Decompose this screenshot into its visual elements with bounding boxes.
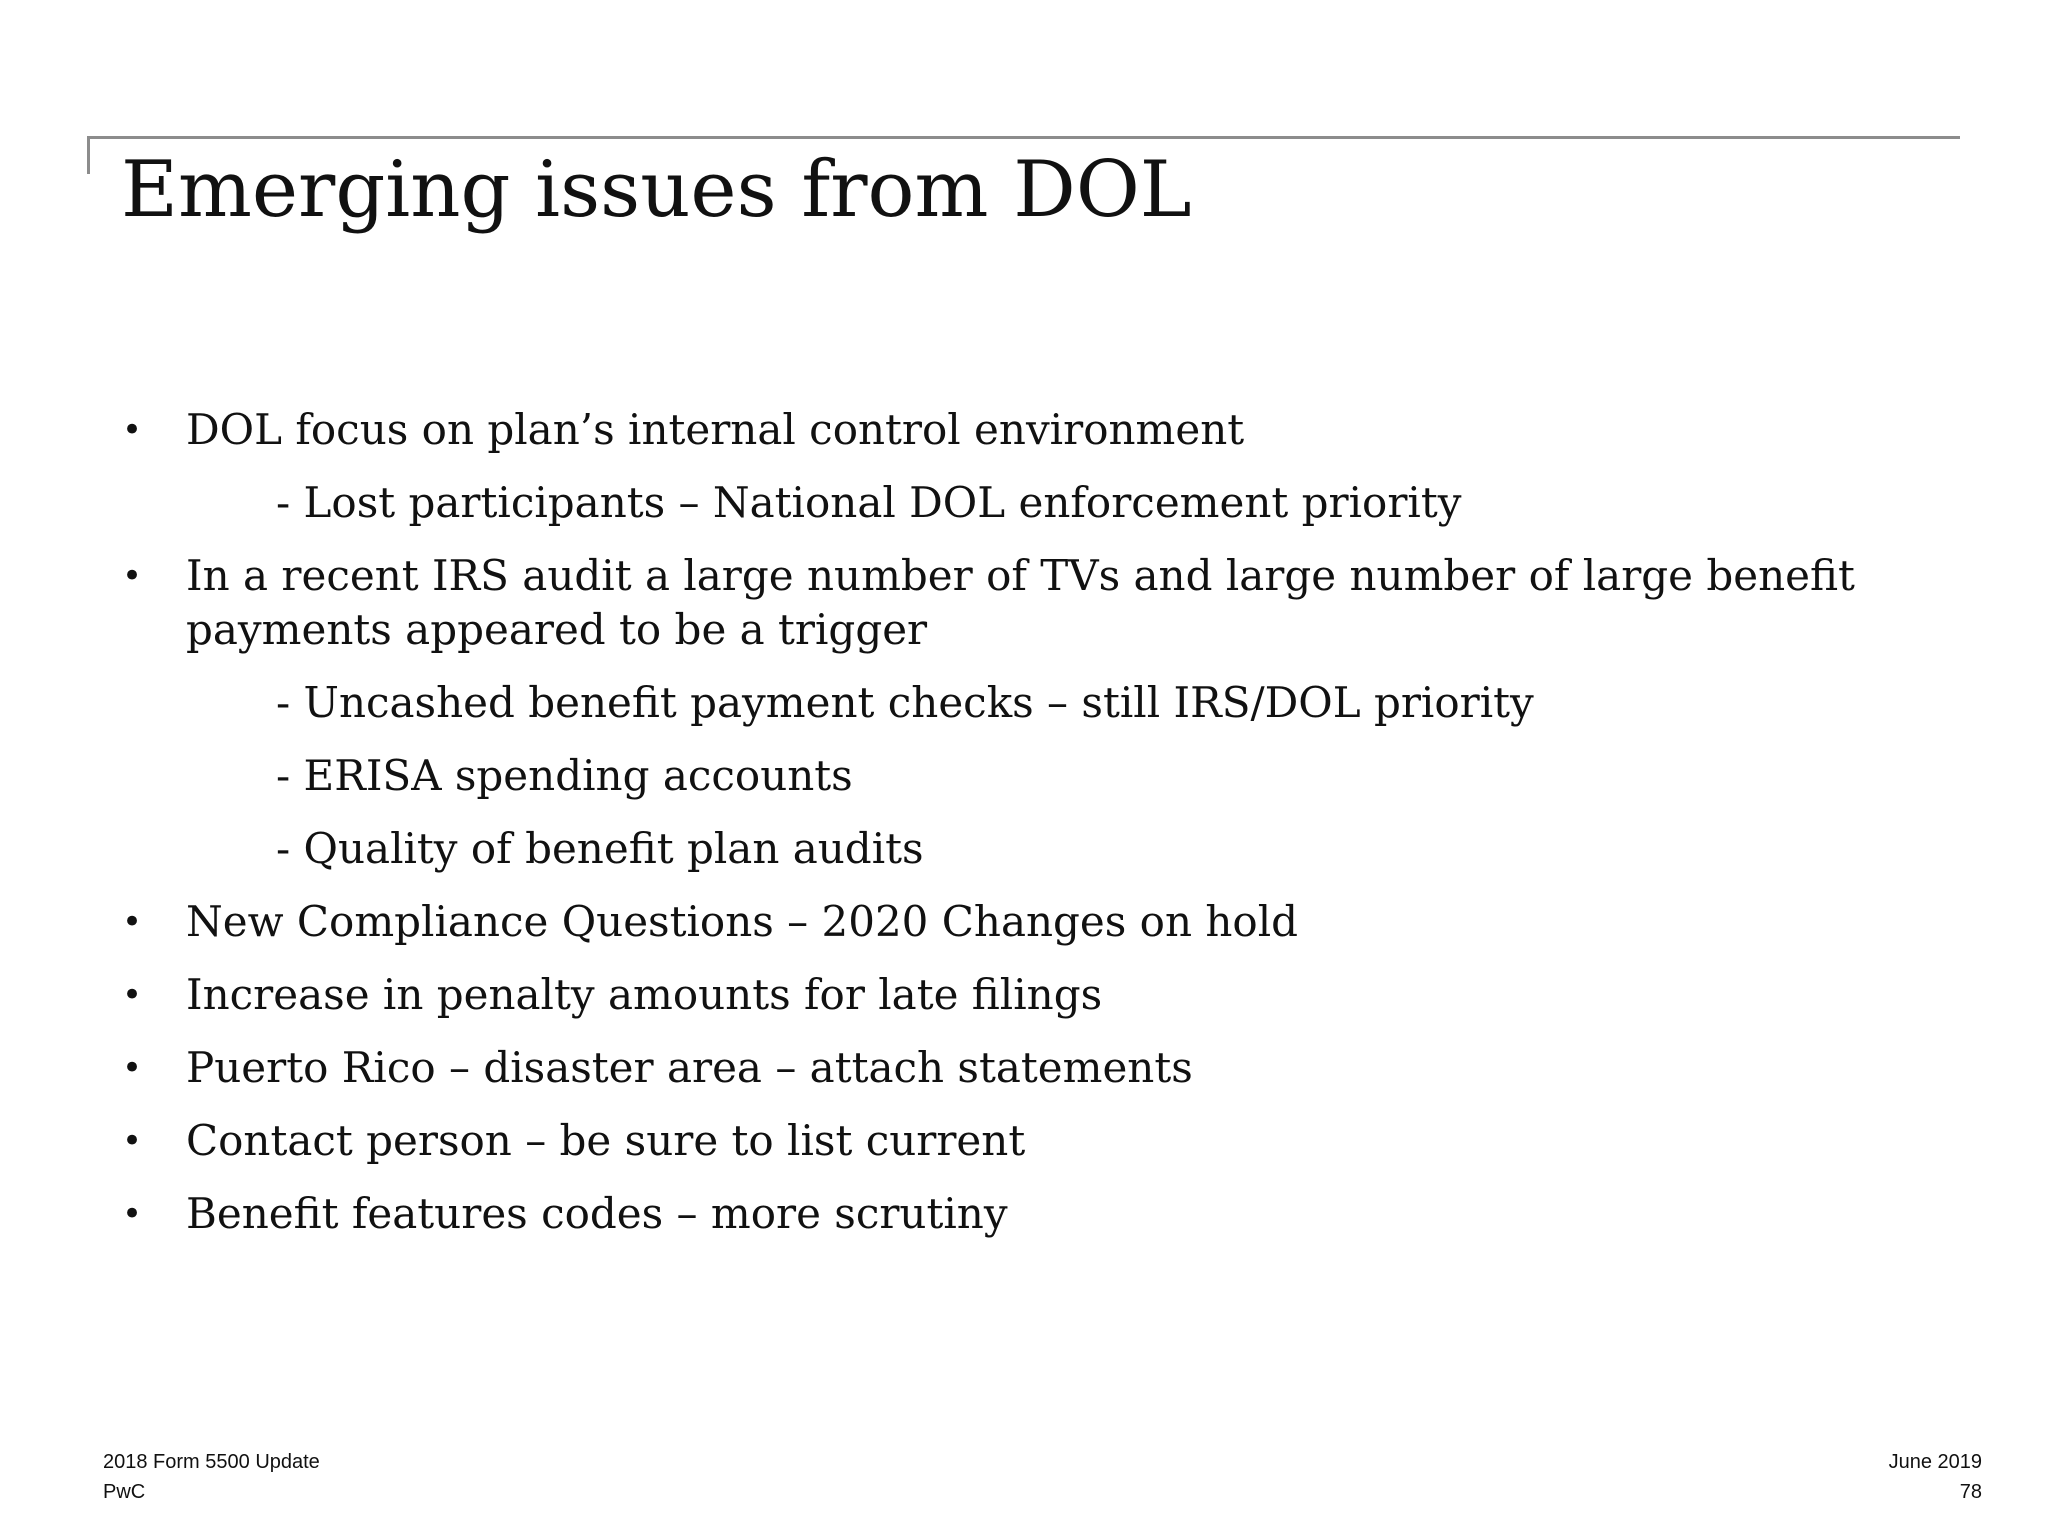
bullet-item: New Compliance Questions – 2020 Changes on hold	[186, 897, 1299, 946]
bullet-marker: •	[122, 556, 143, 596]
bullet-marker: •	[122, 902, 143, 942]
bullet-item: DOL focus on plan’s internal control environment	[186, 405, 1245, 454]
bullet-marker: •	[122, 975, 143, 1015]
bullet-item-continuation: payments appeared to be a trigger	[186, 605, 928, 654]
bullet-item: Puerto Rico – disaster area – attach statements	[186, 1043, 1193, 1092]
sub-bullet-item: - ERISA spending accounts	[276, 751, 853, 800]
bullet-item: Contact person – be sure to list current	[186, 1116, 1026, 1165]
sub-bullet-item: - Quality of benefit plan audits	[276, 824, 924, 873]
bullet-item: Increase in penalty amounts for late filings	[186, 970, 1103, 1019]
bullet-marker: •	[122, 1048, 143, 1088]
bullet-marker: •	[122, 410, 143, 450]
sub-bullet-item: - Lost participants – National DOL enforcement priority	[276, 478, 1462, 527]
bullet-item: In a recent IRS audit a large number of TVs and large number of large benefit	[186, 551, 1855, 600]
footer-document-title: 2018 Form 5500 Update	[103, 1451, 320, 1473]
bullet-marker: •	[122, 1121, 143, 1161]
footer-date: June 2019	[1888, 1451, 1982, 1473]
slide-title: Emerging issues from DOL	[121, 145, 1192, 235]
footer-page-number: 78	[1959, 1481, 1982, 1503]
bullet-item: Benefit features codes – more scrutiny	[186, 1189, 1008, 1238]
bullet-marker: •	[122, 1194, 143, 1234]
footer-company: PwC	[103, 1481, 146, 1503]
sub-bullet-item: - Uncashed benefit payment checks – still IRS/DOL priority	[276, 678, 1534, 727]
